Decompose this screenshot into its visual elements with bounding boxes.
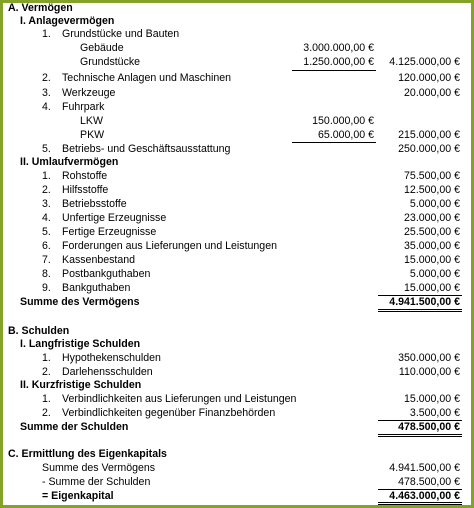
- item-label: Gebäude: [80, 42, 124, 54]
- eigenkapital-row: [0, 490, 474, 503]
- eigenkapital-label: = Eigenkapital: [42, 490, 114, 502]
- item-number: 2.: [42, 366, 51, 378]
- item-label: PKW: [80, 129, 105, 141]
- eigenkapital-total: 4.463.000,00 €: [389, 490, 460, 502]
- item-label: Rohstoffe: [62, 170, 108, 182]
- item-label: Hilfsstoffe: [62, 184, 109, 196]
- subsection-title: II. Kurzfristige Schulden: [20, 379, 142, 391]
- item-row: [0, 226, 474, 239]
- item-total: 23.000,00 €: [404, 212, 460, 224]
- item-label: Technische Anlagen und Maschinen: [62, 72, 232, 84]
- item-row: [0, 212, 474, 225]
- item-total: 250.000,00 €: [398, 143, 460, 155]
- item-label: Grundstücke: [80, 56, 141, 68]
- sum-row: [0, 296, 474, 309]
- item-total: 120.000,00 €: [398, 72, 460, 84]
- subsection-title: II. Umlaufvermögen: [20, 156, 119, 168]
- item-row: [0, 407, 474, 420]
- item-label: Betriebs- und Geschäftsausstattung: [62, 143, 231, 155]
- item-label: Verbindlichkeiten aus Lieferungen und Leistungen: [62, 393, 297, 405]
- item-row: [0, 268, 474, 281]
- item-number: 4.: [42, 212, 51, 224]
- item-label: Verbindlichkeiten gegenüber Finanzbehörden: [62, 407, 276, 419]
- item-row: [0, 282, 474, 295]
- section-title: C. Ermittlung des Eigenkapitals: [8, 448, 167, 460]
- item-row: [0, 366, 474, 379]
- item-number: 5.: [42, 226, 51, 238]
- item-row: [0, 87, 474, 100]
- item-total: 15.000,00 €: [404, 282, 460, 294]
- item-total: 5.000,00 €: [409, 268, 460, 280]
- kurz-title-row: [0, 379, 474, 392]
- calc-row: [0, 462, 474, 475]
- item-total: 3.500,00 €: [409, 407, 460, 419]
- item-number: 3.: [42, 87, 51, 99]
- item-row: [0, 115, 474, 128]
- item-row: [0, 143, 474, 156]
- item-row: [0, 198, 474, 211]
- item-label: Bankguthaben: [62, 282, 131, 294]
- item-total: 20.000,00 €: [404, 87, 460, 99]
- item-value: 65.000,00 €: [318, 129, 374, 141]
- item-row: [0, 72, 474, 85]
- item-total: 15.000,00 €: [404, 254, 460, 266]
- item-label: Darlehensschulden: [62, 366, 153, 378]
- item-total: 110.000,00 €: [398, 366, 460, 378]
- item-number: 3.: [42, 198, 51, 210]
- calc-row: [0, 476, 474, 489]
- sum-total: 478.500,00 €: [398, 421, 460, 433]
- item-number: 2.: [42, 184, 51, 196]
- section-a-title-row: [0, 2, 474, 15]
- item-number: 2.: [42, 72, 51, 84]
- item-label: Betriebsstoffe: [62, 198, 127, 210]
- item-row: [0, 393, 474, 406]
- item-number: 7.: [42, 254, 51, 266]
- total-double-underline: [378, 502, 462, 505]
- item-label: LKW: [80, 115, 103, 127]
- item-label: Grundstücke und Bauten: [62, 28, 180, 40]
- item-number: 6.: [42, 240, 51, 252]
- lang-title-row: [0, 338, 474, 351]
- item-row: [0, 42, 474, 55]
- subsection-title: I. Anlagevermögen: [20, 15, 115, 27]
- calc-total: 478.500,00 €: [398, 476, 460, 488]
- section-c-title-row: [0, 448, 474, 461]
- item-label: Werkzeuge: [62, 87, 116, 99]
- item-label: Forderungen aus Lieferungen und Leistungen: [62, 240, 277, 252]
- item-row: [0, 170, 474, 183]
- item-number: 1.: [42, 170, 51, 182]
- item-label: Fertige Erzeugnisse: [62, 226, 157, 238]
- item-number: 1.: [42, 28, 51, 40]
- item-total: 215.000,00 €: [398, 129, 460, 141]
- subtotal-underline: [292, 70, 376, 71]
- item-value: 1.250.000,00 €: [303, 56, 374, 68]
- item-row: [0, 101, 474, 114]
- item-label: Fuhrpark: [62, 101, 105, 113]
- item-value: 3.000.000,00 €: [303, 42, 374, 54]
- item-total: 12.500,00 €: [404, 184, 460, 196]
- sum-label: Summe des Vermögens: [20, 296, 140, 308]
- item-row: [0, 129, 474, 142]
- total-double-underline: [378, 309, 462, 312]
- sum-row: [0, 421, 474, 434]
- item-value: 150.000,00 €: [312, 115, 374, 127]
- subsection-title: I. Langfristige Schulden: [20, 338, 141, 350]
- item-label: Postbankguthaben: [62, 268, 151, 280]
- sum-label: Summe der Schulden: [20, 421, 129, 433]
- item-row: [0, 28, 474, 41]
- item-total: 350.000,00 €: [398, 352, 460, 364]
- item-label: Unfertige Erzeugnisse: [62, 212, 167, 224]
- item-total: 5.000,00 €: [409, 198, 460, 210]
- item-row: [0, 56, 474, 69]
- section-title: A. Vermögen: [8, 2, 73, 14]
- item-total: 25.500,00 €: [404, 226, 460, 238]
- sum-total: 4.941.500,00 €: [389, 296, 460, 308]
- item-total: 75.500,00 €: [404, 170, 460, 182]
- item-row: [0, 254, 474, 267]
- calc-label: Summe des Vermögens: [42, 462, 156, 474]
- item-number: 8.: [42, 268, 51, 280]
- item-number: 1.: [42, 393, 51, 405]
- item-total: 15.000,00 €: [404, 393, 460, 405]
- umlauf-title-row: [0, 156, 474, 169]
- item-number: 9.: [42, 282, 51, 294]
- anlage-title-row: [0, 15, 474, 28]
- item-total: 35.000,00 €: [404, 240, 460, 252]
- calc-label: - Summe der Schulden: [42, 476, 151, 488]
- item-number: 2.: [42, 407, 51, 419]
- section-title: B. Schulden: [8, 325, 70, 337]
- item-row: [0, 352, 474, 365]
- item-row: [0, 184, 474, 197]
- calc-total: 4.941.500,00 €: [389, 462, 460, 474]
- item-number: 4.: [42, 101, 51, 113]
- item-number: 5.: [42, 143, 51, 155]
- item-row: [0, 240, 474, 253]
- total-double-underline: [378, 434, 462, 437]
- item-label: Hypothekenschulden: [62, 352, 161, 364]
- item-label: Kassenbestand: [62, 254, 136, 266]
- item-number: 1.: [42, 352, 51, 364]
- item-total: 4.125.000,00 €: [389, 56, 460, 68]
- section-b-title-row: [0, 325, 474, 338]
